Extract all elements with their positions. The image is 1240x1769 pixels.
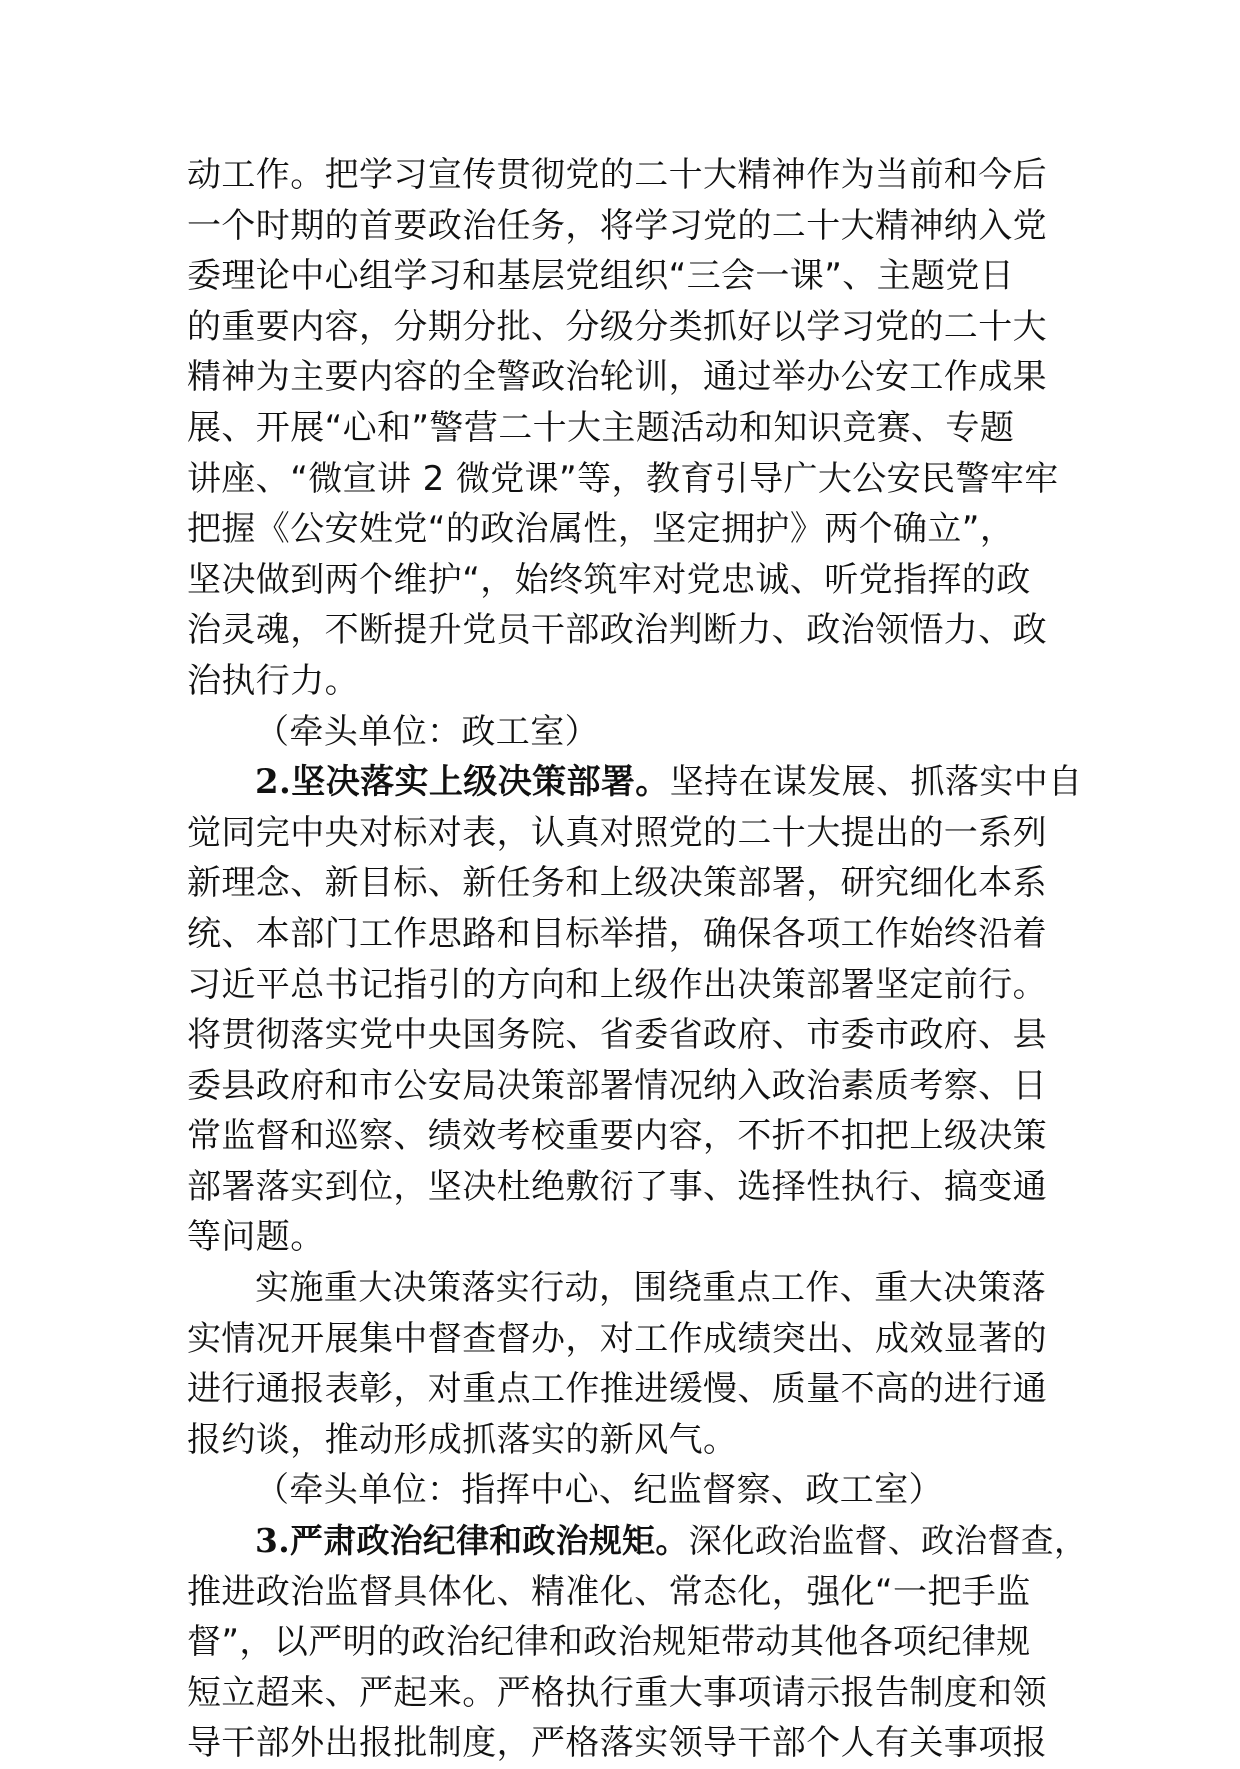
text-line bbox=[187, 1061, 1087, 1112]
text-line bbox=[187, 757, 1087, 808]
line-text: 觉同完中央对标对表，认真对照党的二十大提出的一系列 bbox=[187, 812, 1047, 853]
text-line bbox=[187, 858, 1087, 909]
text-line bbox=[187, 1212, 1087, 1263]
text-line bbox=[187, 1668, 1087, 1719]
text-line bbox=[187, 707, 1087, 758]
line-text: 统、本部门工作思路和目标举措，确保各项工作始终沿着 bbox=[187, 913, 1047, 954]
text-line bbox=[187, 1567, 1087, 1618]
line-text: 推进政治监督具体化、精准化、常态化，强化“一把手监 bbox=[187, 1571, 1031, 1612]
line-text: 把握《公安姓党“的政治属性，坚定拥护》两个确立”， bbox=[187, 509, 1015, 550]
line-text: 展、开展“心和”警营二十大主题活动和知识竞赛、专题 bbox=[187, 407, 1015, 448]
text-line bbox=[187, 1111, 1087, 1162]
text-line bbox=[187, 1162, 1087, 1213]
line-text: 动工作。把学习宣传贯彻党的二十大精神作为当前和今后 bbox=[187, 155, 1047, 195]
line-text: 治执行力。 bbox=[187, 660, 359, 701]
text-line bbox=[187, 251, 1087, 302]
line-text: 委县政府和市公安局决策部署情况纳入政治素质考察、日 bbox=[187, 1065, 1047, 1106]
line-text: 一个时期的首要政治任务，将学习党的二十大精神纳入党 bbox=[187, 205, 1047, 246]
document-page bbox=[187, 150, 1087, 1769]
line-text: 实施重大决策落实行动，围绕重点工作、重大决策落 bbox=[255, 1268, 1047, 1309]
line-text: 坚决做到两个维护“，始终筑牢对党忠诚、听党指挥的政 bbox=[187, 559, 1031, 600]
line-text: 讲座、“微宣讲 2 微党课”等，教育引导广大公安民警牢牢 bbox=[187, 458, 1059, 499]
text-line bbox=[187, 504, 1087, 555]
line-text: 短立超来、严起来。严格执行重大事项请示报告制度和领 bbox=[187, 1672, 1047, 1713]
line-text: 督”，以严明的政治纪律和政治规矩带动其他各项纪律规 bbox=[187, 1622, 1031, 1663]
line-text: 深化政治监督、政治督查， bbox=[688, 1522, 1088, 1561]
text-line bbox=[187, 1718, 1087, 1769]
line-text: 治灵魂，不断提升党员干部政治判断力、政治领悟力、政 bbox=[187, 610, 1047, 651]
text-line bbox=[187, 1465, 1087, 1516]
text-line bbox=[187, 352, 1087, 403]
line-text: 报约谈，推动形成抓落实的新风气。 bbox=[187, 1419, 738, 1460]
text-line bbox=[187, 201, 1087, 252]
line-text: 新理念、新目标、新任务和上级决策部署，研究细化本系 bbox=[187, 863, 1047, 904]
section-heading: 3.严肃政治纪律和政治规矩。 bbox=[255, 1521, 689, 1561]
text-line bbox=[187, 302, 1087, 353]
line-text: 的重要内容，分期分批、分级分类抓好以学习党的二十大 bbox=[187, 306, 1047, 347]
text-line bbox=[187, 1010, 1087, 1061]
line-text: 等问题。 bbox=[187, 1217, 325, 1258]
text-line bbox=[187, 454, 1087, 505]
line-text: 导干部外出报批制度，严格落实领导干部个人有关事项报 bbox=[187, 1723, 1047, 1764]
line-text: 将贯彻落实党中央国务院、省委省政府、市委市政府、县 bbox=[187, 1015, 1047, 1056]
text-line bbox=[187, 1263, 1087, 1314]
text-line bbox=[187, 150, 1087, 201]
text-line bbox=[187, 555, 1087, 606]
text-line bbox=[187, 1516, 1087, 1567]
line-text: 常监督和巡察、绩效考校重要内容，不折不扣把上级决策 bbox=[187, 1116, 1047, 1157]
text-line bbox=[187, 1617, 1087, 1668]
line-text: 实情况开展集中督查督办，对工作成绩突出、成效显著的 bbox=[187, 1318, 1047, 1359]
line-text: 部署落实到位，坚决杜绝敷衍了事、选择性执行、搞变通 bbox=[187, 1166, 1047, 1207]
line-text: 精神为主要内容的全警政治轮训，通过举办公安工作成果 bbox=[187, 357, 1047, 398]
text-line bbox=[187, 909, 1087, 960]
text-line bbox=[187, 960, 1087, 1011]
line-text: 进行通报表彰，对重点工作推进缓慢、质量不高的进行通 bbox=[187, 1369, 1047, 1410]
line-text: 习近平总书记指引的方向和上级作出决策部署坚定前行。 bbox=[187, 964, 1047, 1005]
text-line bbox=[187, 1415, 1087, 1466]
text-line bbox=[187, 1314, 1087, 1365]
line-text: （牵头单位：政工室） bbox=[255, 711, 599, 752]
section-heading: 2.坚决落实上级决策部署。 bbox=[255, 762, 670, 803]
line-text: 委理论中心组学习和基层党组织“三会一课”、主题党日 bbox=[187, 256, 1015, 297]
text-line bbox=[187, 808, 1087, 859]
text-line bbox=[187, 656, 1087, 707]
line-text: （牵头单位：指挥中心、纪监督察、政工室） bbox=[255, 1470, 943, 1511]
text-line bbox=[187, 605, 1087, 656]
text-line bbox=[187, 1364, 1087, 1415]
line-text: 坚持在谋发展、抓落实中自 bbox=[669, 762, 1083, 803]
text-line bbox=[187, 403, 1087, 454]
